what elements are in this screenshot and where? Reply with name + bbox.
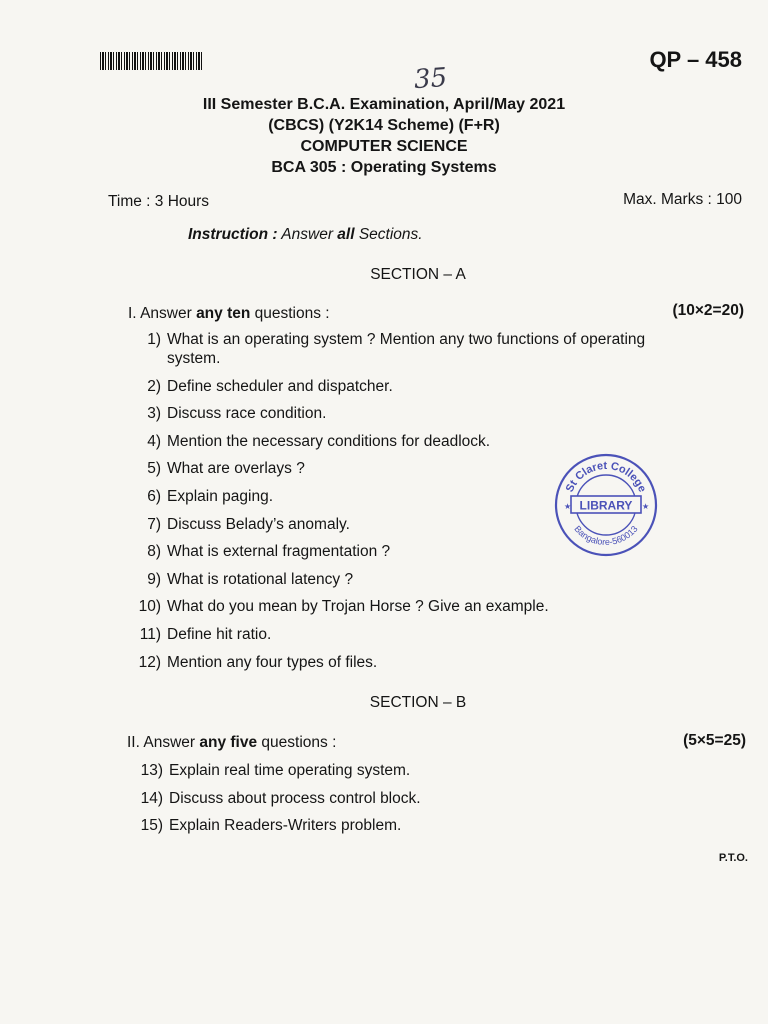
section-b-title: SECTION – B	[369, 694, 467, 711]
exam-title-line2: (CBCS) (Y2K14 Scheme) (F+R)	[268, 117, 500, 134]
library-stamp	[553, 452, 659, 558]
question-item	[133, 378, 393, 396]
question-item	[133, 626, 271, 644]
question-text: Define hit ratio.	[167, 626, 272, 643]
stamp-top-text: St Claret College	[563, 459, 649, 495]
question-number: 13)	[140, 762, 163, 779]
question-item	[133, 516, 350, 534]
question-text: Discuss Belady’s anomaly.	[167, 515, 350, 533]
question-number: 7)	[147, 515, 161, 533]
question-text: Define scheduler and dispatcher.	[167, 377, 393, 395]
exam-title-line3: COMPUTER SCIENCE	[300, 138, 468, 155]
question-text: Mention any four types of files.	[167, 653, 378, 671]
question-number: 5)	[147, 460, 161, 478]
question-text: Explain Readers-Writers problem.	[169, 817, 402, 834]
question-text: What is rotational latency ?	[167, 570, 354, 588]
barcode	[100, 52, 204, 70]
question-text: Discuss race condition.	[167, 405, 327, 423]
question-item	[133, 331, 645, 349]
question-text: What is an operating system ? Mention any two functions of operating	[167, 331, 646, 348]
question-text: What is external fragmentation ?	[167, 543, 391, 561]
question-number: 4)	[147, 432, 161, 450]
stamp-star-right: ★	[642, 502, 650, 511]
instruction: Instruction : Answer all Sections.	[188, 226, 423, 243]
exam-title-line1: III Semester B.C.A. Examination, April/May 2021	[202, 96, 566, 113]
section-a-marks: (10×2=20)	[672, 302, 744, 319]
stamp-star-left: ★	[564, 502, 572, 511]
section-b-marks: (5×5=25)	[683, 732, 746, 749]
qp-number: QP – 458	[649, 47, 742, 72]
question-text: Discuss about process control block.	[169, 789, 421, 807]
question-item	[133, 543, 390, 561]
question-item	[135, 762, 410, 780]
section-a-title: SECTION – A	[370, 266, 466, 283]
question-number: 1)	[147, 331, 161, 348]
stamp-center-text: LIBRARY	[579, 498, 633, 513]
question-item	[133, 571, 353, 589]
stamp-bottom-text: Bangalore-560013	[572, 523, 640, 548]
question-item	[133, 598, 549, 616]
question-text: What are overlays ?	[167, 460, 305, 478]
question-text-continued: system.	[167, 350, 221, 367]
section-b-prompt: II. Answer any five questions :	[127, 734, 337, 751]
exam-title-line4: BCA 305 : Operating Systems	[271, 159, 497, 176]
question-item	[133, 488, 273, 506]
question-item	[133, 433, 490, 451]
section-a-prompt: I. Answer any ten questions :	[128, 305, 330, 322]
max-marks-label: Max. Marks : 100	[623, 191, 742, 208]
question-number: 6)	[147, 488, 161, 505]
question-number: 10)	[138, 598, 161, 616]
question-text: What do you mean by Trojan Horse ? Give an example.	[167, 598, 549, 616]
question-number: 14)	[140, 789, 163, 807]
question-item	[133, 460, 305, 478]
question-number: 2)	[147, 377, 161, 395]
question-number: 8)	[147, 543, 161, 561]
question-text: Explain paging.	[167, 488, 273, 505]
question-number: 11)	[139, 626, 161, 643]
question-number: 9)	[147, 570, 161, 588]
question-text: Explain real time operating system.	[169, 762, 411, 779]
question-item	[133, 654, 377, 672]
handwritten-number: 35	[412, 62, 449, 96]
question-number: 3)	[147, 405, 161, 423]
question-text: Mention the necessary conditions for deadlock.	[167, 432, 491, 450]
time-label: Time : 3 Hours	[108, 193, 210, 210]
question-item	[133, 405, 326, 423]
question-item	[135, 817, 401, 835]
question-item	[135, 790, 421, 808]
instruction-label: Instruction :	[188, 226, 278, 243]
question-number: 15)	[140, 817, 163, 834]
question-number: 12)	[138, 653, 161, 671]
pto-label: P.T.O.	[718, 852, 748, 864]
